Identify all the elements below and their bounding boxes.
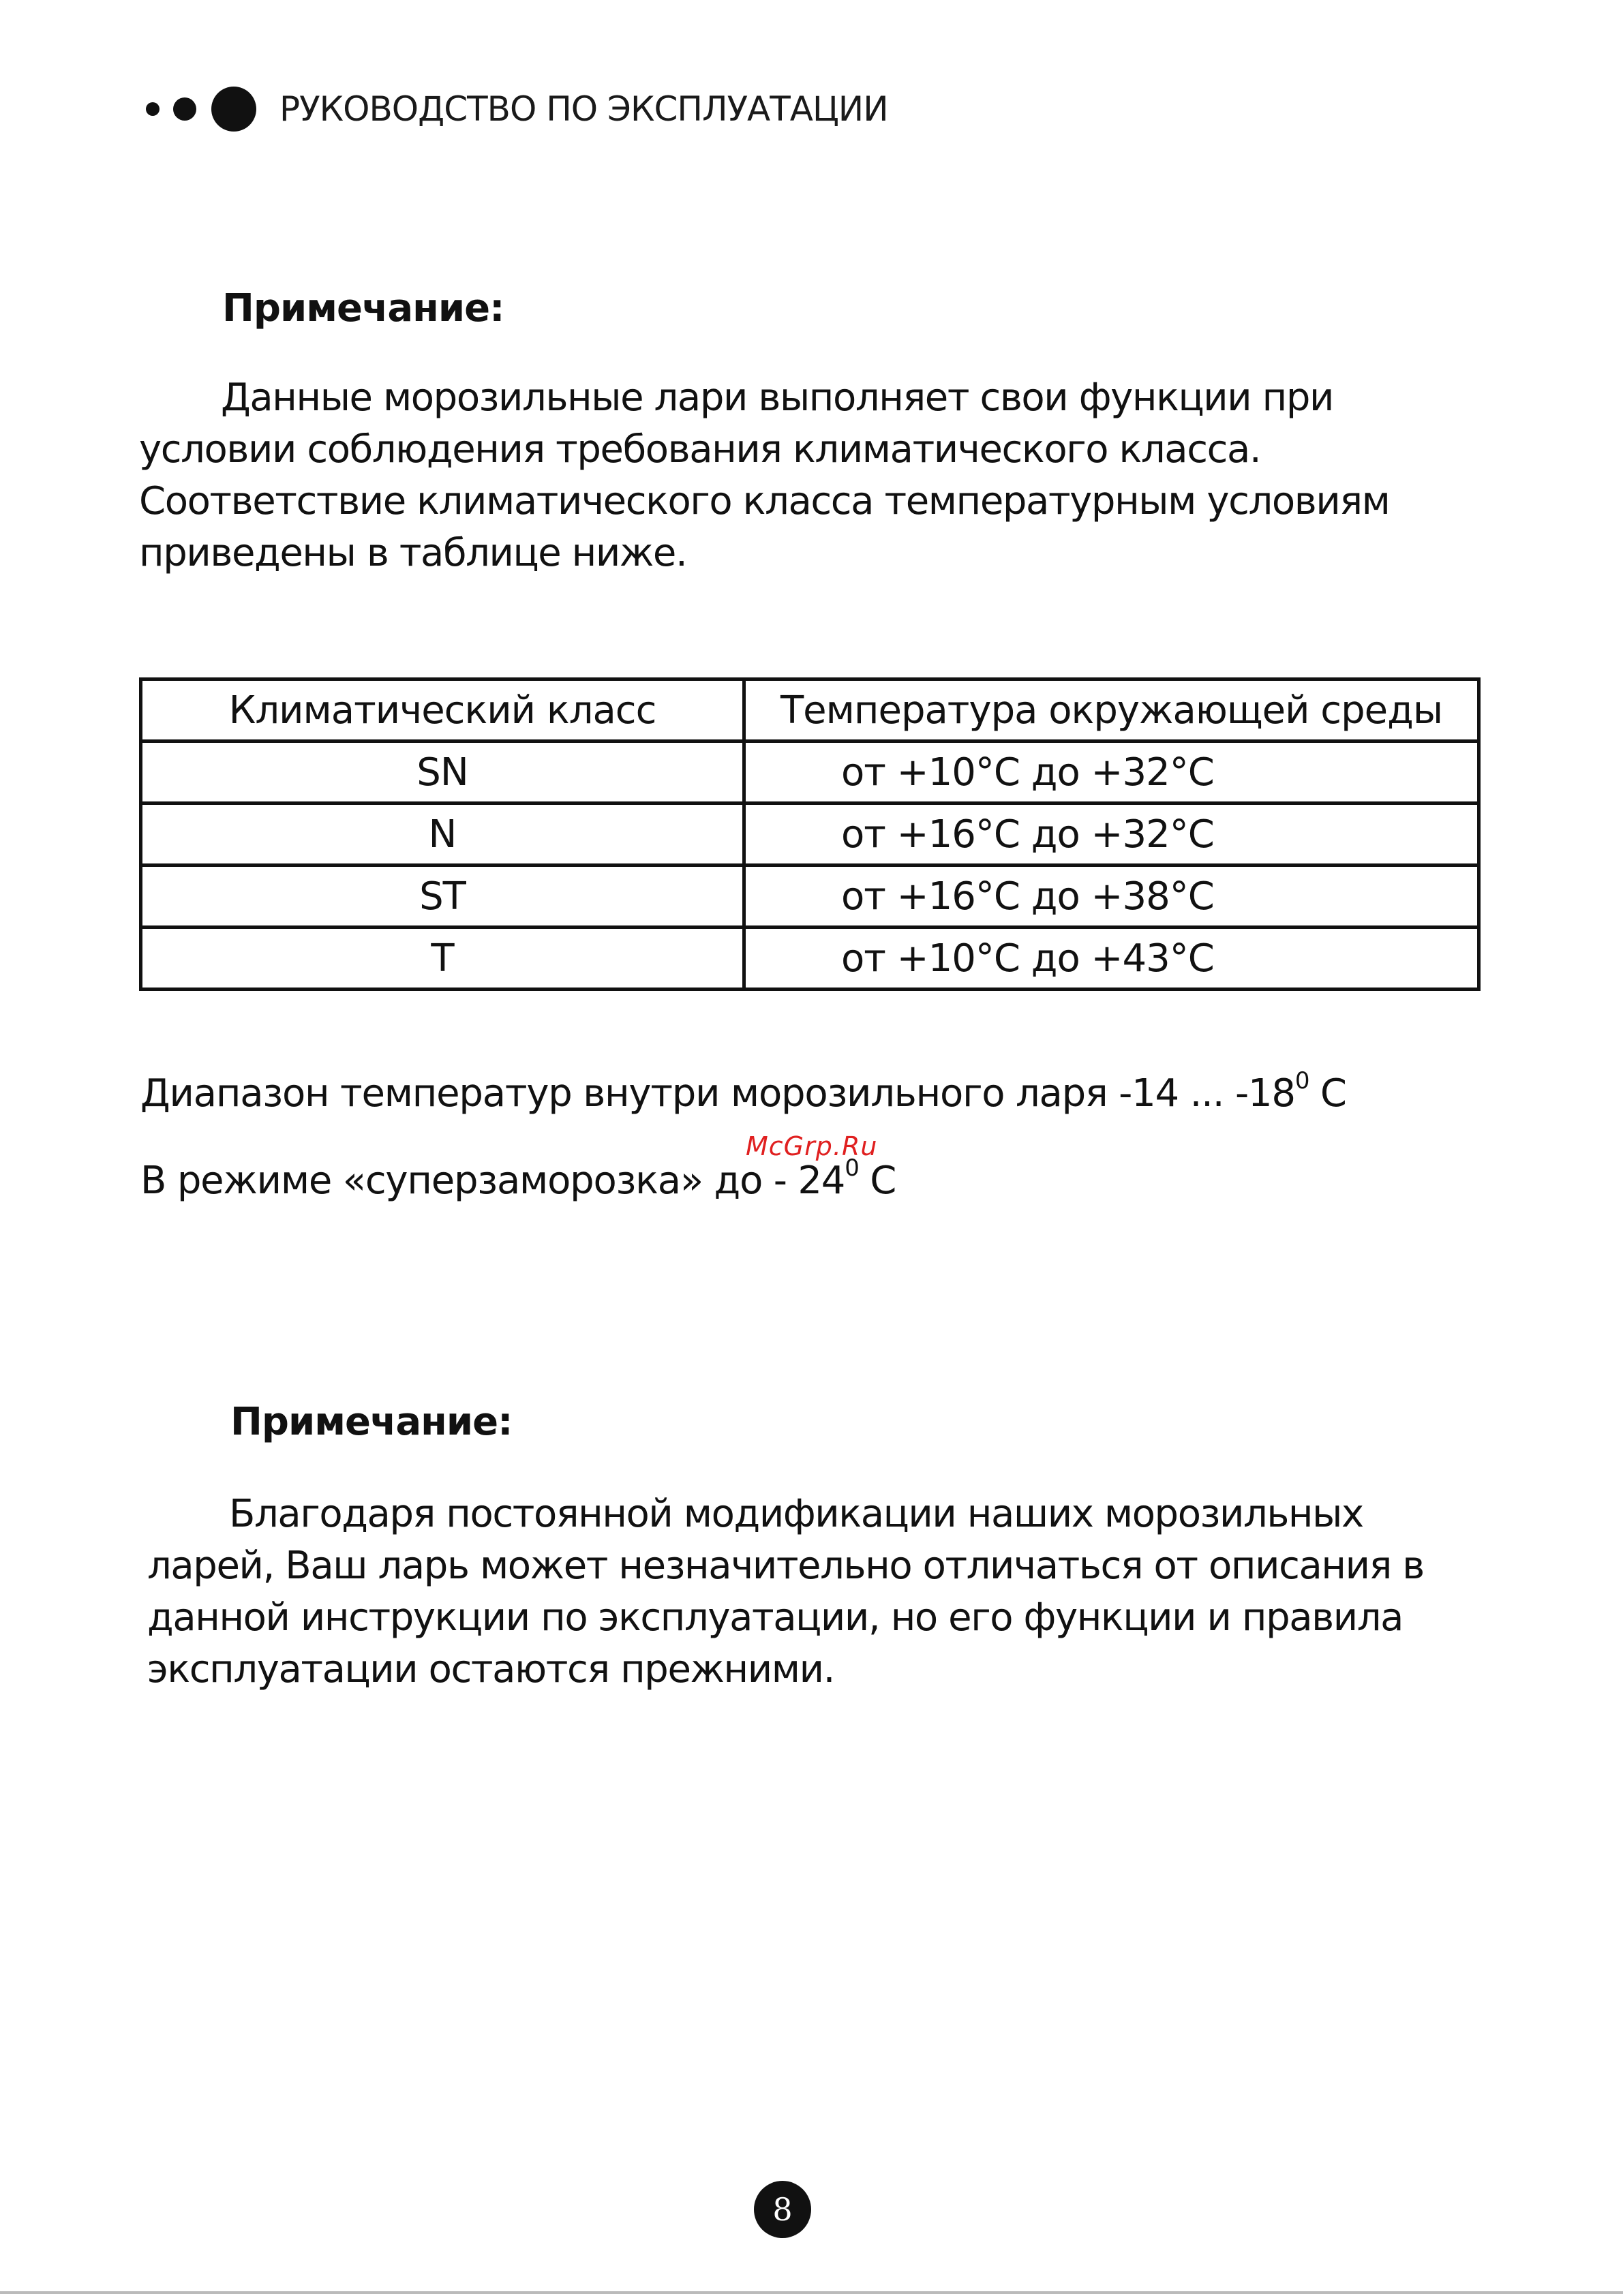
temperature-cell: от +10°С до +32°С xyxy=(744,741,1479,803)
climate-class-cell: T xyxy=(141,928,744,990)
table-row xyxy=(141,928,1479,990)
note-heading-1: Примечание: xyxy=(222,286,504,331)
table-header-row xyxy=(141,679,1479,741)
paragraph-line: Соответствие климатического класса температурным условиям xyxy=(139,479,1390,523)
paragraph-line: приведены в таблице ниже. xyxy=(139,531,687,575)
climate-class-cell: SN xyxy=(141,741,744,803)
paragraph-line: эксплуатации остаются прежними. xyxy=(147,1647,834,1692)
paragraph-line: ларей, Ваш ларь может незначительно отличаться от описания в xyxy=(147,1544,1424,1588)
superfreeze-unit: С xyxy=(858,1159,896,1203)
paragraph-line: данной инструкции по эксплуатации, но его функции и правила xyxy=(147,1595,1404,1640)
range-unit: С xyxy=(1309,1071,1346,1116)
paragraph-line: условии соблюдения требования климатического класса. xyxy=(139,427,1261,472)
range-text: Диапазон температур внутри морозильного ларя -14 ... -18 xyxy=(140,1071,1295,1116)
table-row xyxy=(141,866,1479,928)
temperature-cell: от +16°С до +32°С xyxy=(744,803,1479,866)
watermark: McGrp.Ru xyxy=(746,1131,878,1161)
note-paragraph-1 xyxy=(139,372,1389,579)
paragraph-line: Данные морозильные лари выполняет свои функции при xyxy=(221,376,1334,420)
temperature-cell: от +16°С до +38°С xyxy=(744,866,1479,928)
bottom-divider xyxy=(0,2291,1623,2294)
climate-class-cell: ST xyxy=(141,866,744,928)
medium-dot-icon xyxy=(173,97,196,121)
superfreeze-text: В режиме «суперзаморозка» до - 24 xyxy=(140,1159,845,1203)
range-degree: 0 xyxy=(1294,1067,1309,1095)
table-row xyxy=(141,741,1479,803)
climate-class-table xyxy=(139,677,1481,991)
header-ambient-temperature: Температура окружающей среды xyxy=(744,679,1479,741)
temperature-cell: от +10°С до +43°С xyxy=(744,928,1479,990)
internal-temperature-range xyxy=(140,1067,1346,1116)
header-climate-class: Климатический класс xyxy=(141,679,744,741)
superfreeze-mode xyxy=(140,1154,896,1203)
note-paragraph-2 xyxy=(147,1488,1424,1696)
table-row xyxy=(141,803,1479,866)
note-heading-2: Примечание: xyxy=(230,1400,513,1444)
header-title: РУКОВОДСТВО ПО ЭКСПЛУАТАЦИИ xyxy=(279,89,888,129)
page-number: 8 xyxy=(754,2181,811,2238)
small-dot-icon xyxy=(146,102,160,116)
climate-class-cell: N xyxy=(141,803,744,866)
superfreeze-degree: 0 xyxy=(845,1154,859,1182)
paragraph-line: Благодаря постоянной модификации наших морозильных xyxy=(229,1492,1363,1536)
large-dot-icon xyxy=(211,87,256,132)
page-header xyxy=(146,85,888,133)
